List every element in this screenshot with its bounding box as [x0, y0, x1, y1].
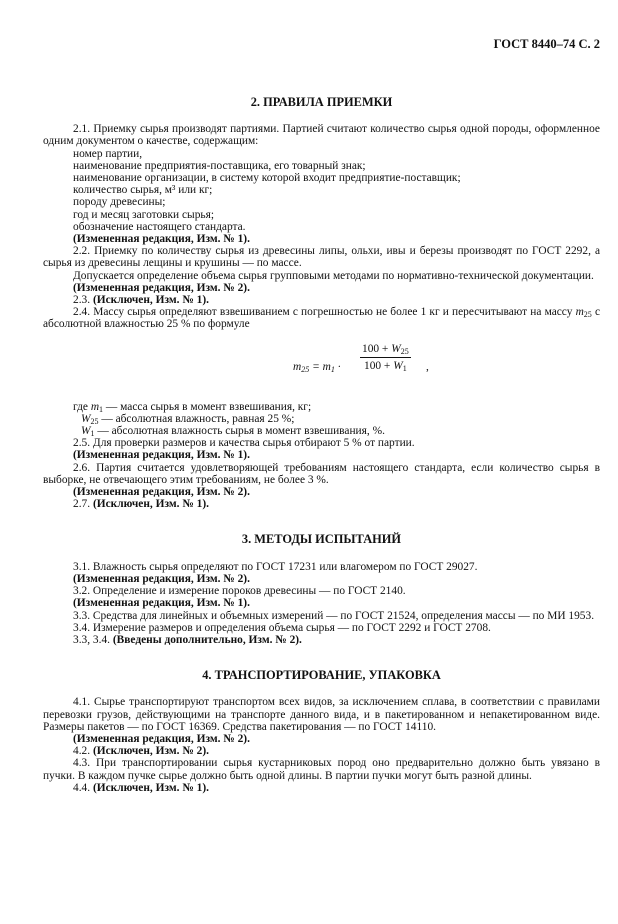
amendment-note: [43, 282, 600, 294]
paragraph: 3.2. Определение и измерение пороков древесины — по ГОСТ 2140.: [73, 585, 406, 598]
amendment-text: (Измененная редакция, Изм. № 1).: [73, 597, 250, 610]
paragraph: 3.4. Измерение размеров и определения объема сырья — по ГОСТ 2292 и ГОСТ 2708.: [73, 621, 491, 634]
amendment-note: [43, 449, 600, 461]
list-item: количество сырья, м³ или кг;: [73, 184, 213, 197]
amendment-note: [43, 634, 600, 646]
variable-definitions: [43, 401, 600, 438]
paragraph: 2.1. Приемку сырья производят партиями. Партией считают количество сырья одной породы, оформленное одним документом о качестве, содержащим:: [43, 123, 600, 148]
definition-item: [73, 413, 600, 425]
list-item: год и месяц заготовки сырья;: [73, 208, 214, 221]
math-variable: [293, 361, 309, 373]
clause-number: 4.2.: [73, 745, 93, 758]
amendment-text: (Исключен, Изм. № 1).: [92, 781, 209, 794]
document-body: [43, 96, 600, 794]
section: [43, 533, 600, 646]
amendment-text: (Измененная редакция, Изм. № 1).: [73, 233, 250, 246]
clause-number: 2.7.: [73, 498, 93, 511]
subscript: 25: [90, 416, 99, 426]
list-item: наименование организации, в систему которой входит предприятие-поставщик;: [73, 172, 461, 185]
list-item: породу древесины;: [73, 196, 166, 209]
subscript: 1: [402, 363, 407, 373]
section-title: 4. ТРАНСПОРТИРОВАНИЕ, УПАКОВКА: [202, 668, 441, 683]
variable-letter: m: [322, 360, 331, 373]
amendment-text: (Измененная редакция, Изм. № 2).: [73, 486, 250, 499]
list-item: наименование предприятия-поставщика, его товарный знак;: [73, 159, 366, 172]
variable-letter: W: [393, 359, 403, 372]
text-run: — абсолютная влажность сырья в момент взвешивания, %.: [94, 425, 385, 438]
amendment-text: (Исключен, Изм. № 2).: [92, 745, 209, 758]
list-item: номер партии,: [73, 147, 143, 160]
subscript: 25: [583, 310, 592, 320]
subscript: 1: [99, 404, 104, 414]
subscript: 1: [90, 429, 95, 439]
variable-letter: m: [575, 306, 584, 319]
variable-letter: W: [81, 425, 91, 438]
math-variable: [81, 413, 99, 425]
paragraph: 4.1. Сырье транспортируют транспортом всех видов, за исключением сплава, в соответствии с правилами перевозки грузов, действующими на транспорте данного вида, и в пакетированном и непакетированном виде. Размеры пакетов — по ГОСТ 16369. Средства пакетирования — по ГОСТ 14110.: [43, 696, 600, 733]
denominator: [360, 358, 411, 372]
clause-number: 2.3.: [73, 294, 93, 307]
fraction: [360, 343, 411, 372]
paragraph: 2.2. Приемку по количеству сырья из древесины липы, ольхи, ивы и березы производят по ГОСТ 2292, а сырья из древесины лещины и крушины — по массе.: [43, 245, 600, 270]
paragraph: 2.5. Для проверки размеров и качества сырья отбирают 5 % от партии.: [73, 437, 415, 450]
variable-letter: W: [81, 412, 91, 425]
page-header: ГОСТ 8440–74 С. 2: [493, 37, 600, 51]
definition-item: [73, 425, 600, 437]
paragraph: 4.3. При транспортировании сырья кустарниковых пород оно предварительно должно быть увязано в пучки. В каждом пучке сырье должно быть одной длины. В партии пучки могут быть разной длины.: [43, 757, 600, 782]
amendment-text: (Исключен, Изм. № 1).: [92, 498, 209, 511]
section: [43, 96, 600, 510]
amendment-text: (Исключен, Изм. № 1).: [92, 294, 209, 307]
section-title: 3. МЕТОДЫ ИСПЫТАНИЙ: [241, 532, 402, 547]
definition-item: [73, 401, 600, 413]
amendment-note: [43, 782, 600, 794]
list-item: обозначение настоящего стандарта.: [73, 220, 246, 233]
amendment-text: (Введены дополнительно, Изм. № 2).: [112, 633, 302, 646]
paragraph: 3.1. Влажность сырья определяют по ГОСТ 17231 или влагомером по ГОСТ 29027.: [73, 560, 478, 573]
amendment-note: [43, 733, 600, 745]
clause-number: 4.4.: [73, 781, 93, 794]
math-variable: [81, 425, 95, 437]
paragraph: Допускается определение объема сырья групповыми методами по нормативно-технической документации.: [73, 269, 594, 282]
paragraph: [43, 306, 600, 330]
subscript: 1: [330, 364, 335, 374]
text-run: где: [73, 400, 91, 413]
amendment-note: [43, 498, 600, 510]
multiply: ·: [334, 360, 341, 373]
amendment-text: (Измененная редакция, Изм. № 2).: [73, 572, 250, 585]
formula-lhs: [293, 361, 341, 373]
text-run: — масса сырья в момент взвешивания, кг;: [103, 400, 312, 413]
formula-comma: ,: [426, 360, 429, 373]
variable-letter: m: [293, 360, 302, 373]
amendment-note: [43, 745, 600, 757]
text-run: 100 +: [362, 342, 392, 355]
text-run: — абсолютная влажность, равная 25 %;: [98, 412, 295, 425]
math-variable: [576, 306, 592, 318]
amendment-note: [43, 294, 600, 306]
subscript: 25: [301, 364, 310, 374]
subscript: 25: [400, 346, 409, 356]
paragraph: 3.3. Средства для линейных и объемных измерений — по ГОСТ 21524, определения массы — по МИ 1953.: [73, 609, 595, 622]
variable-letter: W: [391, 342, 401, 355]
math-variable: [393, 360, 407, 372]
variable-letter: m: [90, 400, 100, 413]
math-variable: [91, 401, 103, 413]
amendment-text: (Измененная редакция, Изм. № 2).: [73, 281, 250, 294]
amendment-note: [43, 573, 600, 585]
amendment-note: [43, 486, 600, 498]
amendment-note: [43, 233, 600, 245]
amendment-note: [43, 597, 600, 609]
text-run: 100 +: [364, 359, 394, 372]
amendment-text: (Измененная редакция, Изм. № 2).: [73, 732, 250, 745]
amendment-text: (Измененная редакция, Изм. № 1).: [73, 449, 250, 462]
math-variable: [391, 343, 409, 355]
section: [43, 669, 600, 794]
section-title: 2. ПРАВИЛА ПРИЕМКИ: [250, 95, 393, 109]
equals: =: [309, 360, 323, 373]
text-run: 2.4. Массу сырья определяют взвешиванием с погрешностью не более 1 кг и пересчитывают на массу: [73, 306, 576, 319]
math-variable: [323, 361, 335, 373]
clause-number: 3.3, 3.4.: [73, 633, 113, 646]
formula: [43, 335, 600, 401]
text-run: с абсолютной влажностью 25 % по формуле: [43, 306, 601, 331]
paragraph: 2.6. Партия считается удовлетворяющей требованиям настоящего стандарта, если количество сырья в выборке, не отвечающего этим требованиям, не более 3 %.: [43, 461, 600, 486]
numerator: [360, 343, 411, 358]
